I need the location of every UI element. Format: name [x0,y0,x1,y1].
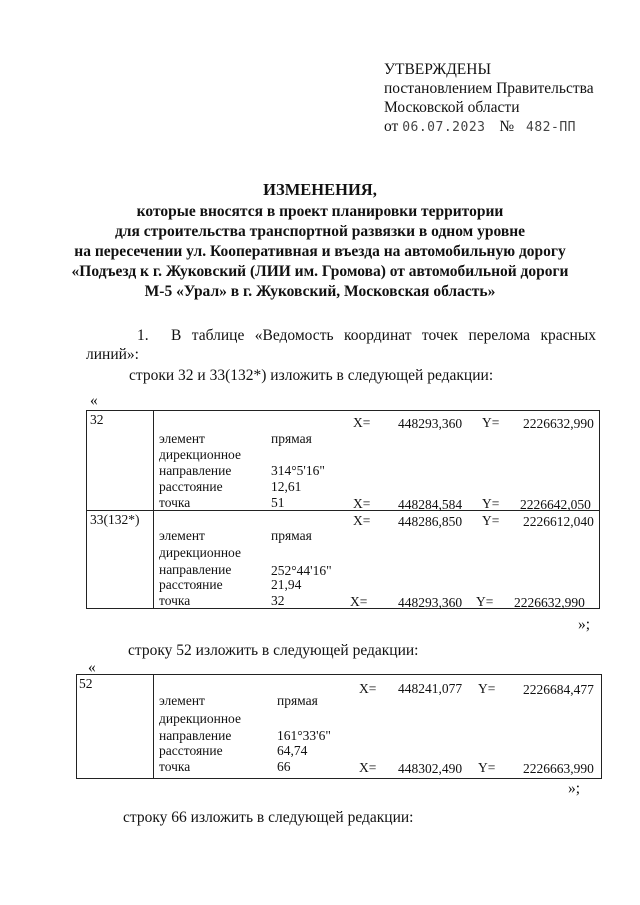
approval-region: Московской области [384,99,520,116]
x-value: 448286,850 [398,514,463,529]
point-id: 32 [90,412,104,427]
heading-line-1: которые вносятся в проект планировки территории [136,203,504,220]
document-heading [0,180,640,302]
x-value: 448241,077 [398,681,463,696]
direction-label: дирекционное [159,447,241,462]
element-value: прямая [271,431,312,446]
x-label: X= [353,513,371,528]
y2-label: Y= [478,760,496,775]
next-point-value: 66 [277,759,291,774]
distance-label: расстояние [159,577,223,592]
table-row [87,411,600,511]
next-point-label: точка [159,593,191,608]
y-value: 2226612,040 [523,514,594,529]
heading-line-4: «Подъезд к г. Жуковский (ЛИИ им. Громова) от автомобильной дороги [71,263,569,280]
rows-instruction: строки 32 и 33(132*) изложить в следующей редакции: [129,367,494,384]
close-quote: »; [578,616,591,633]
approval-block [384,60,594,137]
x2-value: 448284,584 [398,497,463,512]
approval-decree: постановлением Правительства [384,80,594,97]
x2-label: X= [350,594,368,609]
x2-value: 448302,490 [398,761,463,776]
heading-title: ИЗМЕНЕНИЯ, [263,180,377,199]
y2-value: 2226642,050 [520,497,591,512]
row-52-instruction: строку 52 изложить в следующей редакции: [128,642,419,659]
point-details-cell [154,511,600,609]
y-label: Y= [482,415,500,430]
distance-value: 64,74 [277,743,308,758]
item-number: 1. [137,327,149,344]
y-label: Y= [478,681,496,696]
x2-label: X= [359,760,377,775]
point-id: 33(132*) [90,512,140,527]
item-text-continuation: линий»: [86,346,139,363]
distance-value: 21,94 [271,577,302,592]
direction-value: 314°5'16" [271,463,325,478]
date-prefix: от [384,118,399,135]
distance-value: 12,61 [271,479,302,494]
open-quote: « [88,659,96,676]
table-row [87,511,600,609]
direction-label-cont: направление [159,463,232,478]
y2-value: 2226663,990 [523,761,594,776]
table-row [77,675,602,779]
x-label: X= [359,681,377,696]
next-point-value: 51 [271,495,285,510]
heading-line-5: М-5 «Урал» в г. Жуковский, Московская область» [144,283,496,300]
point-id-cell [87,411,154,511]
element-value: прямая [271,528,312,543]
x-value: 448293,360 [398,416,463,431]
next-point-label: точка [159,759,191,774]
element-label: элемент [159,431,205,446]
close-quote: »; [568,780,581,797]
item-text: В таблице «Ведомость координат точек перелома красных [171,327,596,344]
approval-date-line [384,117,594,137]
y2-value: 2226632,990 [514,595,585,610]
direction-value: 161°33'6" [277,728,331,743]
approval-title: УТВЕРЖДЕНЫ [384,61,491,78]
direction-label-cont: направление [159,562,232,577]
point-id-cell [87,511,154,609]
x2-label: X= [353,496,371,511]
element-value: прямая [277,693,318,708]
point-id-cell [77,675,154,779]
y2-label: Y= [476,594,494,609]
y2-label: Y= [482,496,500,511]
direction-label: дирекционное [159,711,241,726]
direction-value: 252°44'16" [271,563,332,578]
distance-label: расстояние [159,479,223,494]
coordinates-table-1 [86,410,600,609]
distance-label: расстояние [159,743,223,758]
next-point-label: точка [159,495,191,510]
coordinates-table-2 [76,674,602,779]
point-id: 52 [79,676,93,691]
point-details-cell [154,675,602,779]
element-label: элемент [159,693,205,708]
y-value: 2226684,477 [523,682,594,697]
heading-line-3: на пересечении ул. Кооперативная и въезда на автомобильную дорогу [74,243,566,260]
point-details-cell [154,411,600,511]
open-quote: « [90,392,98,409]
number-sign: № [499,118,515,135]
y-value: 2226632,990 [523,416,594,431]
approval-number: 482-ПП [526,120,576,135]
next-point-value: 32 [271,593,285,608]
y-label: Y= [482,513,500,528]
approval-date: 06.07.2023 [402,120,486,135]
element-label: элемент [159,528,205,543]
x-label: X= [353,415,371,430]
direction-label-cont: направление [159,728,232,743]
heading-line-2: для строительства транспортной развязки в одном уровне [114,223,526,240]
direction-label: дирекционное [159,545,241,560]
row-66-instruction: строку 66 изложить в следующей редакции: [123,809,414,826]
x2-value: 448293,360 [398,595,463,610]
